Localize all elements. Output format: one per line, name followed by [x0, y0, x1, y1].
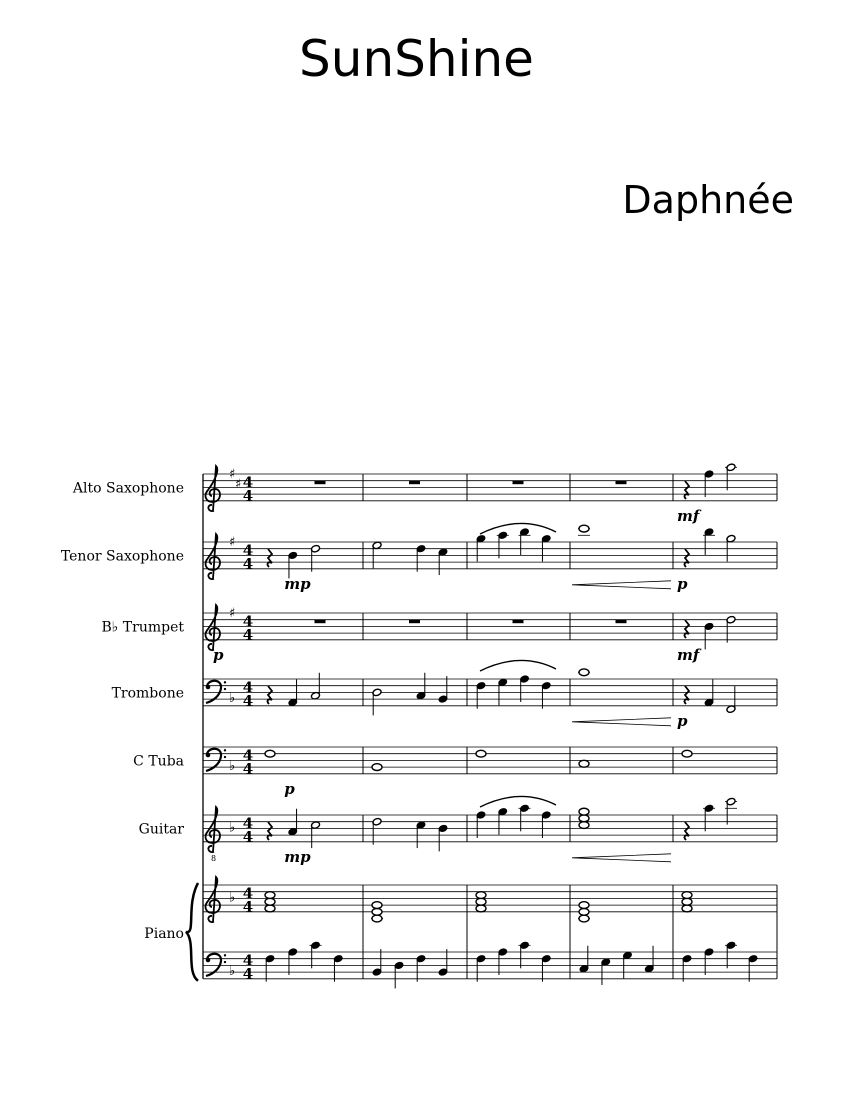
instrument-label: Trombone	[111, 685, 184, 702]
note-head	[579, 760, 589, 767]
note-head	[265, 892, 275, 899]
bass-clef-dot	[206, 753, 211, 758]
staff	[112, 660, 777, 729]
score-title: SunShine	[299, 30, 534, 88]
sharp-icon: ♯	[229, 467, 236, 482]
dynamic-marking: p	[677, 574, 688, 593]
staff	[72, 463, 777, 525]
bass-clef-dot	[224, 749, 226, 751]
dynamic-marking: p	[284, 779, 295, 798]
bass-clef-icon	[206, 954, 221, 976]
instrument-label: Guitar	[138, 821, 184, 838]
crescendo-hairpin	[572, 581, 671, 589]
composer-name: Daphnée	[622, 178, 794, 222]
bass-clef-dot	[224, 688, 226, 690]
instrument-label: B♭ Trumpet	[101, 619, 184, 636]
note-head	[476, 892, 486, 899]
whole-rest-icon	[513, 481, 524, 485]
sharp-icon: ♯	[235, 477, 242, 493]
time-signature-bottom: 4	[242, 691, 254, 710]
slur	[480, 796, 556, 807]
dynamic-marking: p	[677, 711, 688, 730]
note-head	[682, 892, 692, 899]
bass-clef-dot	[224, 954, 226, 956]
dynamic-marking: mp	[284, 574, 311, 593]
quarter-rest-icon	[268, 686, 272, 704]
bass-clef-dot	[224, 756, 226, 758]
time-signature-bottom: 4	[242, 486, 254, 505]
note-head	[579, 669, 589, 676]
note-head	[372, 908, 382, 915]
whole-rest-icon	[315, 481, 326, 485]
bass-clef-dot	[206, 685, 211, 690]
crescendo-hairpin	[572, 718, 671, 726]
quarter-rest-icon	[685, 481, 689, 499]
time-signature-bottom: 4	[242, 964, 254, 983]
note-head	[579, 822, 589, 829]
slur	[480, 523, 556, 534]
note-head	[265, 898, 275, 905]
staff	[61, 523, 777, 592]
note-head	[682, 905, 692, 912]
note-head	[682, 750, 692, 757]
dynamic-marking: mp	[284, 847, 311, 866]
note-head	[476, 750, 486, 757]
time-signature-bottom: 4	[242, 625, 254, 644]
octave-mark: 8	[211, 853, 217, 863]
bass-clef-icon	[206, 681, 221, 703]
flat-icon: ♭	[229, 691, 236, 707]
treble-clef-icon	[206, 807, 220, 852]
quarter-rest-icon	[685, 686, 689, 704]
instrument-label-piano: Piano	[144, 926, 184, 942]
whole-rest-icon	[616, 481, 627, 485]
quarter-rest-icon	[268, 822, 272, 840]
bass-clef-dot	[224, 681, 226, 683]
treble-clef-icon	[206, 466, 220, 511]
flat-icon: ♭	[229, 964, 236, 980]
time-signature-top: 4	[242, 746, 254, 765]
staff	[203, 877, 777, 952]
time-signature-bottom: 4	[242, 827, 254, 846]
treble-clef-icon	[206, 877, 220, 922]
note-head	[579, 908, 589, 915]
note-head	[372, 902, 382, 909]
time-signature-bottom: 4	[242, 554, 254, 573]
piano-brace	[186, 883, 198, 981]
bass-clef-icon	[206, 749, 221, 771]
crescendo-hairpin	[572, 854, 671, 862]
time-signature-bottom: 4	[242, 759, 254, 778]
quarter-rest-icon	[685, 822, 689, 840]
time-signature-top: 4	[242, 814, 254, 833]
sharp-icon: ♯	[229, 535, 236, 550]
sharp-icon: ♯	[229, 606, 236, 621]
flat-icon: ♭	[229, 820, 236, 836]
instrument-label: C Tuba	[133, 753, 184, 770]
whole-rest-icon	[616, 620, 627, 624]
dynamic-marking: mf	[677, 645, 700, 664]
note-head	[265, 905, 275, 912]
time-signature-top: 4	[242, 473, 254, 492]
whole-rest-icon	[409, 481, 420, 485]
time-signature-bottom: 4	[242, 897, 254, 916]
flat-icon: ♭	[229, 890, 236, 906]
time-signature-top: 4	[242, 541, 254, 560]
bass-clef-dot	[206, 958, 211, 963]
note-head	[579, 808, 589, 815]
instrument-label: Alto Saxophone	[72, 480, 184, 497]
time-signature-top: 4	[242, 951, 254, 970]
time-signature-top: 4	[242, 884, 254, 903]
dynamic-marking: mf	[677, 506, 700, 525]
note-head	[265, 750, 275, 757]
whole-rest-icon	[409, 620, 420, 624]
treble-clef-icon	[206, 605, 220, 650]
quarter-rest-icon	[268, 549, 272, 567]
note-head	[476, 905, 486, 912]
staff	[203, 941, 777, 988]
note-head	[372, 764, 382, 771]
time-signature-top: 4	[242, 678, 254, 697]
bass-clef-dot	[224, 961, 226, 963]
whole-rest-icon	[513, 620, 524, 624]
note-head	[579, 902, 589, 909]
staff	[139, 796, 777, 865]
note-head	[682, 898, 692, 905]
note-head	[372, 915, 382, 922]
flat-icon: ♭	[229, 759, 236, 775]
treble-clef-icon	[206, 534, 220, 579]
time-signature-top: 4	[242, 612, 254, 631]
whole-rest-icon	[315, 620, 326, 624]
dynamic-marking: p	[213, 645, 224, 664]
slur	[480, 660, 556, 671]
note-head	[476, 898, 486, 905]
quarter-rest-icon	[685, 549, 689, 567]
note-head	[579, 525, 589, 532]
staff	[133, 746, 777, 797]
quarter-rest-icon	[685, 620, 689, 638]
note-head	[579, 815, 589, 822]
note-head	[579, 915, 589, 922]
instrument-label: Tenor Saxophone	[60, 548, 184, 565]
